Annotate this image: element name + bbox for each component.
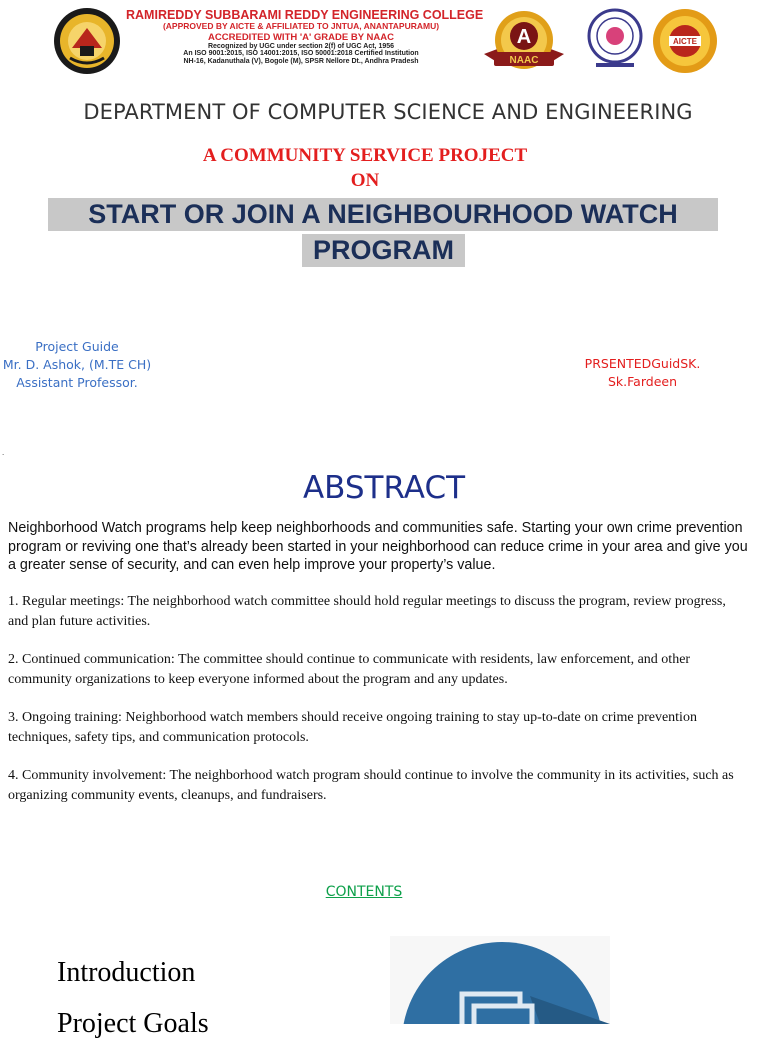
college-accreditation: ACCREDITED WITH 'A' GRADE BY NAAC (208, 32, 394, 44)
guide-designation: Assistant Professor. (16, 375, 138, 390)
naac-label: NAAC (509, 55, 539, 66)
college-letterhead (126, 8, 484, 65)
abstract-point: 3. Ongoing training: Neighborhood watch members should receive ongoing training to stay up-to-date on crime prevention techniques, safety tips, and communication protocols. (8, 710, 697, 745)
naac-grade: A (516, 26, 532, 48)
college-emblem-icon (50, 6, 124, 76)
project-title-line1: START OR JOIN A NEIGHBOURHOOD WATCH (48, 198, 718, 231)
contents-link[interactable]: CONTENTS (325, 884, 403, 900)
university-seal-icon (586, 8, 644, 70)
abstract-intro: Neighborhood Watch programs help keep neighborhoods and communities safe. Starting your own crime prevention program or reviving one that’s already been started in your neighborhood can reduce crime in your area and give you a greater sense of security, and can even help improve your property’s value. (8, 520, 748, 573)
guide-label: Project Guide (35, 339, 119, 354)
toc-item-introduction: Introduction (57, 957, 196, 988)
project-title-line2: PROGRAM (302, 234, 465, 267)
document-stack-icon (390, 936, 610, 1024)
department-heading: DEPARTMENT OF COMPUTER SCIENCE AND ENGINEERING (83, 100, 693, 124)
abstract-point: 1. Regular meetings: The neighborhood watch committee should hold regular meetings to discuss the program, review progress, and plan future activities. (8, 594, 726, 629)
guide-name: Mr. D. Ashok, (M.TE CH) (2, 357, 152, 372)
aicte-label: AICTE (673, 37, 697, 46)
college-ugc: Recognized by UGC under section 2(f) of UGC Act, 1956 (207, 43, 395, 51)
college-approval: (APPROVED BY AICTE & AFFILIATED TO JNTUA, ANANTAPURAMU) (162, 21, 440, 32)
abstract-title: ABSTRACT (302, 470, 466, 506)
college-name: RAMIREDDY SUBBARAMI REDDY ENGINEERING COLLEGE (126, 8, 484, 22)
project-heading (0, 143, 730, 193)
presented-by-block (560, 355, 725, 391)
presenter-name: Sk.Fardeen (607, 374, 677, 389)
naac-badge-icon (480, 8, 568, 76)
college-iso: An ISO 9001:2015, ISO 14001:2015, ISO 50001:2018 Certified Institution (183, 50, 419, 58)
project-guide-block (0, 338, 154, 392)
stray-mark: . (2, 448, 5, 457)
toc-item-project-goals: Project Goals (57, 1008, 209, 1039)
aicte-logo-icon (652, 8, 718, 74)
abstract-point: 2. Continued communication: The committee should continue to communicate with residents, law enforcement, and other community organizations to keep everyone informed about the program and any updates. (8, 652, 691, 687)
project-on: ON (350, 170, 380, 191)
abstract-point: 4. Community involvement: The neighborhood watch program should continue to involve the community in its activities, such as organizing community events, cleanups, and fundraisers. (8, 768, 734, 803)
project-type: A COMMUNITY SERVICE PROJECT (202, 145, 528, 166)
college-address: NH-16, Kadanuthala (V), Bogole (M), SPSR Nellore Dt., Andhra Pradesh (183, 57, 419, 65)
presented-line1: PRSENTEDGuidSK. (584, 356, 701, 371)
